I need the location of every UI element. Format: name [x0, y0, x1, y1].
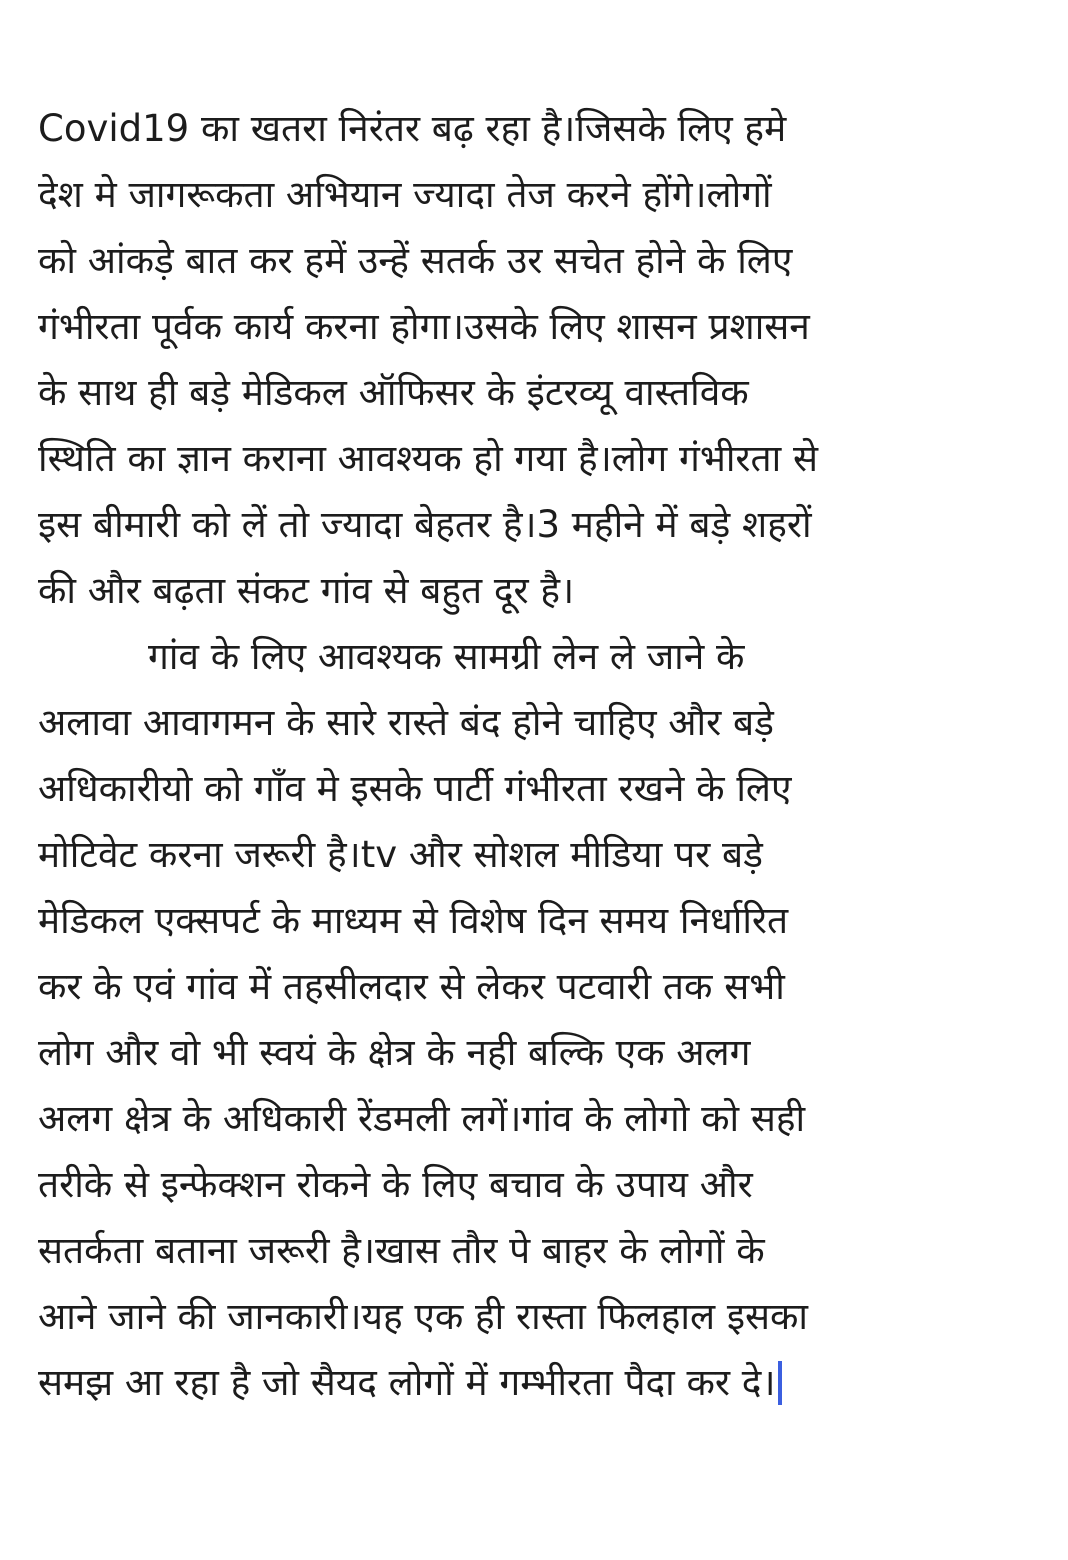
text-line-last: [38, 1350, 1048, 1416]
text-line: अलावा आवागमन के सारे रास्ते बंद होने चाहिए और बड़े: [38, 701, 774, 744]
text-line: देश मे जागरूकता अभियान ज्यादा तेज करने होंगे।लोगों: [38, 173, 772, 216]
text-line: इस बीमारी को लें तो ज्यादा बेहतर है।3 महीने में बड़े शहरों: [38, 503, 812, 546]
text-line-paragraph-start: गांव के लिए आवश्यक सामग्री लेन ले जाने के: [148, 635, 745, 678]
text-line: तरीके से इन्फेक्शन रोकने के लिए बचाव के उपाय और: [38, 1163, 753, 1206]
text-line: सतर्कता बताना जरूरी है।खास तौर पे बाहर के लोगों के: [38, 1229, 765, 1272]
text-line: स्थिति का ज्ञान कराना आवश्यक हो गया है।लोग गंभीरता से: [38, 437, 818, 480]
text-line: मोटिवेट करना जरूरी है।tv और सोशल मीडिया पर बड़े: [38, 833, 763, 876]
text-line: अलग क्षेत्र के अधिकारी रेंडमली लगें।गांव के लोगो को सही: [38, 1097, 806, 1140]
text-line: अधिकारीयो को गाँव मे इसके पार्टी गंभीरता रखने के लिए: [38, 767, 792, 810]
note-text-area[interactable]: [38, 96, 1048, 1416]
text-line: के साथ ही बड़े मेडिकल ऑफिसर के इंटरव्यू वास्तविक: [38, 371, 749, 414]
text-line: आने जाने की जानकारी।यह एक ही रास्ता फिलहाल इसका: [38, 1295, 809, 1338]
text-line: गंभीरता पूर्वक कार्य करना होगा।उसके लिए शासन प्रशासन: [38, 305, 810, 348]
text-line: मेडिकल एक्सपर्ट के माध्यम से विशेष दिन समय निर्धारित: [38, 899, 789, 942]
text-line: की और बढ़ता संकट गांव से बहुत दूर है।: [38, 569, 575, 612]
text-line: कर के एवं गांव में तहसीलदार से लेकर पटवारी तक सभी: [38, 965, 785, 1008]
text-line: को आंकड़े बात कर हमें उन्हें सतर्क उर सचेत होने के लिए: [38, 239, 793, 282]
text-line: Covid19 का खतरा निरंतर बढ़ रहा है।जिसके लिए हमे: [38, 107, 787, 150]
last-line-text: समझ आ रहा है जो सैयद लोगों में गम्भीरता पैदा कर दे।: [38, 1361, 776, 1404]
text-cursor: [778, 1361, 782, 1405]
text-line: लोग और वो भी स्वयं के क्षेत्र के नही बल्कि एक अलग: [38, 1031, 751, 1074]
